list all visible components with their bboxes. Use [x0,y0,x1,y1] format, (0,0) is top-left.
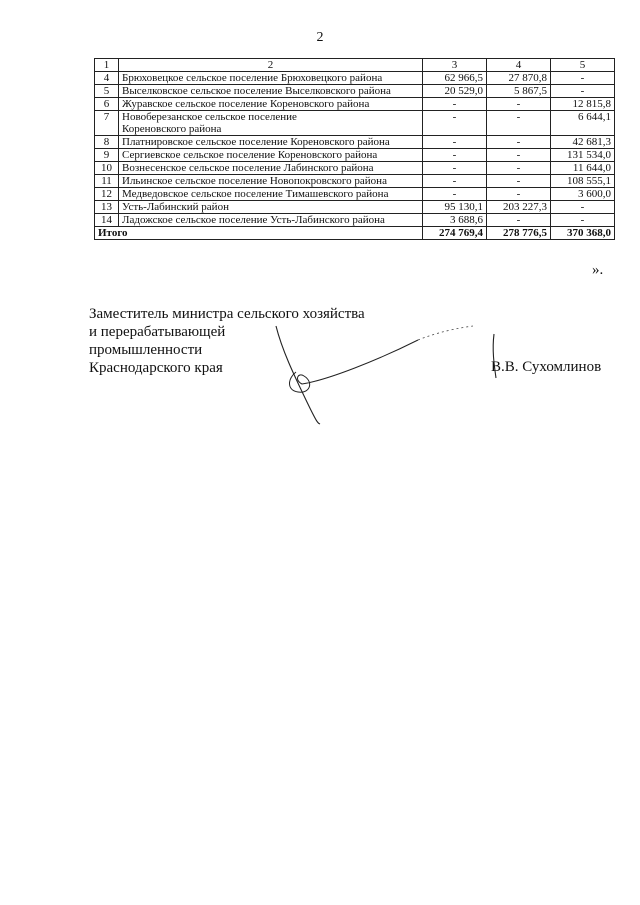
value-col3: - [423,162,487,175]
table-row [95,136,615,149]
value-col3: 3 688,6 [423,214,487,227]
value-col5: 42 681,3 [551,136,615,149]
total-row [95,227,615,240]
table-row [95,214,615,227]
table-row [95,162,615,175]
value-col4: 203 227,3 [487,201,551,214]
value-col4: - [487,149,551,162]
header-cell: 4 [487,59,551,72]
table-row [95,201,615,214]
signatory-position-line: Краснодарского края [89,360,223,376]
total-col3: 274 769,4 [423,227,487,240]
value-col3: - [423,149,487,162]
value-col4: - [487,175,551,188]
value-col5: 3 600,0 [551,188,615,201]
table-row [95,175,615,188]
value-col5: 12 815,8 [551,98,615,111]
signatory-position-line: Заместитель министра сельского хозяйства [89,306,365,322]
table-row [95,188,615,201]
table-row [95,149,615,162]
page-number: 2 [316,30,324,45]
value-col5: 108 555,1 [551,175,615,188]
header-cell: 1 [95,59,119,72]
value-col3: - [423,188,487,201]
table-header-row [95,59,615,72]
value-col3: - [423,136,487,149]
value-col3: - [423,98,487,111]
row-number: 12 [95,188,119,201]
header-cell: 5 [551,59,615,72]
value-col5: 131 534,0 [551,149,615,162]
row-number: 14 [95,214,119,227]
value-col5: - [551,85,615,98]
value-col4: - [487,111,551,136]
row-number: 8 [95,136,119,149]
value-col4: - [487,214,551,227]
value-col3: - [423,175,487,188]
settlement-name: Усть-Лабинский район [119,201,423,214]
row-number: 5 [95,85,119,98]
budget-table [94,58,615,240]
row-number: 6 [95,98,119,111]
total-col5: 370 368,0 [551,227,615,240]
signatory-position-line: промышленности [89,342,203,358]
settlement-name: Платнировское сельское поселение Кореновского района [119,136,423,149]
table-row [95,98,615,111]
value-col5: - [551,214,615,227]
table-row [95,111,615,136]
handwritten-signature [268,320,508,425]
value-col3: 62 966,5 [423,72,487,85]
settlement-name: Ильинское сельское поселение Новопокровского района [119,175,423,188]
settlement-name-line: Новоберезанское сельское поселение [122,111,297,123]
value-col4: - [487,188,551,201]
row-number: 4 [95,72,119,85]
table-row [95,85,615,98]
header-cell: 3 [423,59,487,72]
signatory-position-line: и перерабатывающей [89,324,226,340]
signatory-name: В.В. Сухомлинов [491,359,602,375]
value-col4: 5 867,5 [487,85,551,98]
value-col4: - [487,136,551,149]
value-col5: - [551,201,615,214]
row-number: 10 [95,162,119,175]
settlement-name: Вознесенское сельское поселение Лабинского района [119,162,423,175]
settlement-name: Журавское сельское поселение Кореновского района [119,98,423,111]
row-number: 7 [95,111,119,136]
row-number: 9 [95,149,119,162]
row-number: 13 [95,201,119,214]
settlement-name: Сергиевское сельское поселение Кореновского района [119,149,423,162]
value-col3: 95 130,1 [423,201,487,214]
settlement-name: Ладожское сельское поселение Усть-Лабинского района [119,214,423,227]
value-col5: - [551,72,615,85]
closing-quote: ». [592,262,604,278]
value-col3: - [423,111,487,136]
settlement-name: Брюховецкое сельское поселение Брюховецкого района [119,72,423,85]
total-col4: 278 776,5 [487,227,551,240]
settlement-name [119,111,423,136]
row-number: 11 [95,175,119,188]
settlement-name: Выселковское сельское поселение Выселковского района [119,85,423,98]
total-label: Итого [95,227,423,240]
value-col5: 6 644,1 [551,111,615,136]
value-col4: - [487,162,551,175]
table-row [95,72,615,85]
value-col5: 11 644,0 [551,162,615,175]
settlement-name-line: Кореновского района [122,123,222,135]
value-col4: - [487,98,551,111]
header-cell: 2 [119,59,423,72]
value-col4: 27 870,8 [487,72,551,85]
settlement-name: Медведовское сельское поселение Тимашевского района [119,188,423,201]
value-col3: 20 529,0 [423,85,487,98]
